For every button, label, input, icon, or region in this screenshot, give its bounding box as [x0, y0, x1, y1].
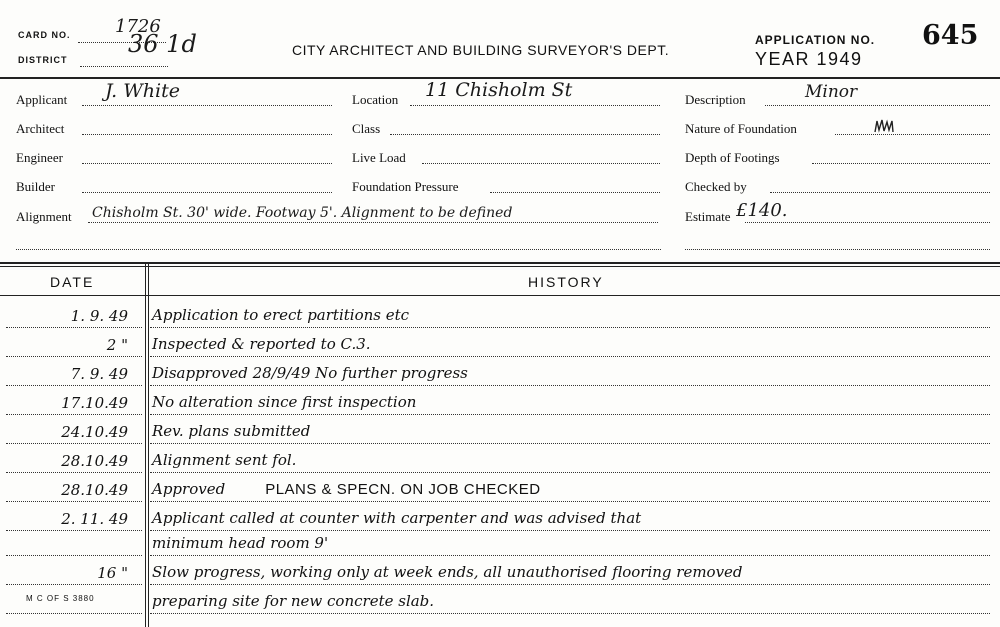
date-row-line: [6, 613, 142, 614]
history-row-line: [150, 613, 990, 614]
year-label: YEAR 1949: [755, 49, 863, 69]
nature-of-foundation-label: Nature of Foundation: [685, 121, 797, 136]
date-row-line: [6, 501, 142, 502]
history-entry: [152, 534, 328, 552]
applicant-value: J. White: [105, 80, 180, 102]
history-row-line: [150, 414, 990, 415]
history-entry: [152, 592, 434, 610]
date-row-line: [6, 327, 142, 328]
nature-of-foundation-line: [835, 134, 990, 135]
date-column-divider-2: [148, 264, 149, 627]
history-entry-text: minimum head room 9': [152, 534, 329, 552]
alignment-value: Chisholm St. 30' wide. Footway 5'. Alignment to be defined: [92, 205, 513, 221]
estimate-line-2: [685, 249, 990, 250]
date-column-divider: [145, 264, 146, 627]
history-entry-text: Approved: [152, 480, 226, 498]
description-label: Description: [685, 92, 746, 107]
history-entry: [152, 509, 641, 527]
history-entry: [152, 393, 416, 411]
engineer-label: Engineer: [16, 150, 63, 165]
description-line: [765, 105, 990, 106]
date-row-line: [6, 472, 142, 473]
history-entry: [152, 563, 743, 581]
history-row-line: [150, 530, 990, 531]
approval-stamp: PLANS & SPECN. ON JOB CHECKED: [265, 481, 541, 498]
history-entry-text: No alteration since first inspection: [152, 393, 417, 411]
applicant-line: [82, 105, 332, 106]
history-date: 1. 9. 49: [70, 307, 128, 325]
district-label: DISTRICT: [18, 55, 68, 65]
architect-line: [82, 134, 332, 135]
applicant-label: Applicant: [16, 92, 68, 107]
location-line: [410, 105, 660, 106]
card-no-value: 1726: [115, 16, 161, 37]
history-entry-text: Inspected & reported to C.3.: [152, 335, 371, 353]
history-entry: [152, 480, 541, 498]
history-row-line: [150, 443, 990, 444]
description-value: Minor: [805, 82, 858, 102]
history-entry-text: Disapproved 28/9/49 No further progress: [152, 364, 468, 382]
builder-label: Builder: [16, 179, 55, 194]
scribble-mark: [873, 118, 895, 134]
history-entry: [152, 364, 468, 382]
card-no-label: CARD NO.: [18, 30, 71, 40]
history-header: HISTORY: [528, 274, 604, 290]
checked-by-line: [770, 192, 990, 193]
form-code: M C OF S 3880: [26, 594, 95, 603]
history-entry-text: Alignment sent fol.: [152, 451, 297, 469]
date-row-line: [6, 530, 142, 531]
history-header-rule: [0, 295, 1000, 296]
alignment-label: Alignment: [16, 209, 72, 224]
history-entry-text: Applicant called at counter with carpenter and was advised that: [152, 509, 642, 527]
history-row-line: [150, 501, 990, 502]
history-entry: [152, 335, 371, 353]
history-date: 2 ": [106, 336, 128, 354]
estimate-label: Estimate: [685, 209, 731, 224]
date-row-line: [6, 356, 142, 357]
history-entry: [152, 422, 310, 440]
class-label: Class: [352, 121, 381, 136]
depth-of-footings-label: Depth of Footings: [685, 150, 780, 165]
foundation-pressure-line: [490, 192, 660, 193]
engineer-line: [82, 163, 332, 164]
dept-title: CITY ARCHITECT AND BUILDING SURVEYOR'S DEPT.: [292, 42, 670, 58]
history-entry-text: Slow progress, working only at week ends, all unauthorised flooring removed: [152, 563, 743, 581]
estimate-value: £140.: [736, 200, 788, 221]
application-no-value: 645: [922, 20, 979, 51]
class-line: [390, 134, 660, 135]
depth-of-footings-line: [812, 163, 990, 164]
history-entry-text: preparing site for new concrete slab.: [152, 592, 435, 610]
alignment-line: [88, 222, 658, 223]
history-date: 24.10.49: [61, 423, 128, 441]
history-row-line: [150, 385, 990, 386]
history-row-line: [150, 584, 990, 585]
history-date: 17.10.49: [61, 394, 128, 412]
history-date: 28.10.49: [61, 452, 128, 470]
history-entry: [152, 451, 296, 469]
alignment-line-2: [16, 249, 661, 250]
history-row-line: [150, 356, 990, 357]
history-entry: [152, 306, 409, 324]
history-top-rule: [0, 262, 1000, 264]
location-value: 11 Chisholm St: [425, 79, 573, 101]
history-row-line: [150, 555, 990, 556]
history-date: 16 ": [97, 564, 128, 582]
location-label: Location: [352, 92, 399, 107]
history-date: 7. 9. 49: [70, 365, 128, 383]
builder-line: [82, 192, 332, 193]
estimate-line: [745, 222, 990, 223]
date-row-line: [6, 443, 142, 444]
history-date: 2. 11. 49: [61, 510, 128, 528]
history-entry-text: Rev. plans submitted: [152, 422, 311, 440]
live-load-line: [422, 163, 660, 164]
checked-by-label: Checked by: [685, 179, 747, 194]
district-value: 36 1d: [128, 30, 197, 58]
date-row-line: [6, 555, 142, 556]
architect-label: Architect: [16, 121, 65, 136]
date-row-line: [6, 414, 142, 415]
application-no-label: APPLICATION NO.: [755, 33, 876, 47]
foundation-pressure-label: Foundation Pressure: [352, 179, 459, 194]
district-line: [80, 66, 168, 67]
history-top-rule-2: [0, 266, 1000, 267]
history-entry-text: Application to erect partitions etc: [152, 306, 410, 324]
history-date: 28.10.49: [61, 481, 128, 499]
date-row-line: [6, 584, 142, 585]
date-header: DATE: [50, 274, 95, 290]
live-load-label: Live Load: [352, 150, 406, 165]
date-row-line: [6, 385, 142, 386]
history-row-line: [150, 472, 990, 473]
history-row-line: [150, 327, 990, 328]
